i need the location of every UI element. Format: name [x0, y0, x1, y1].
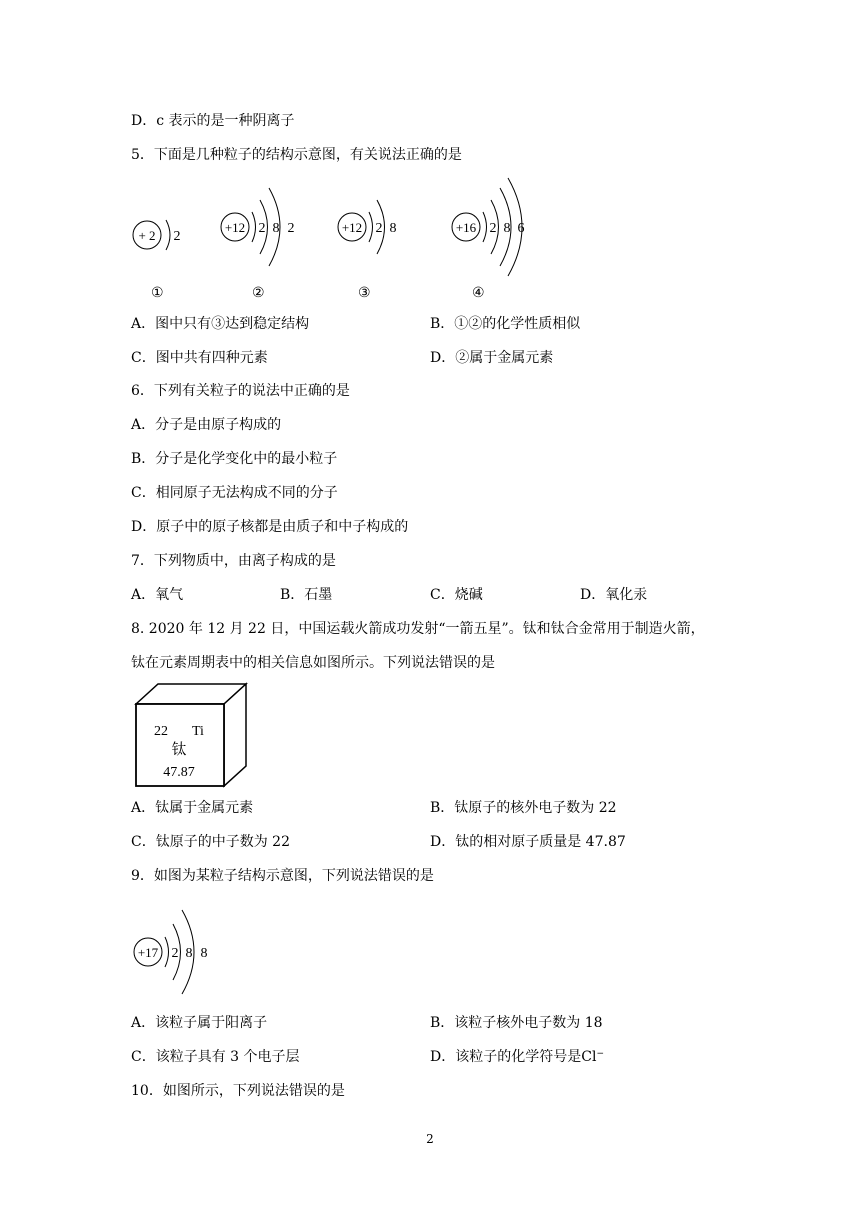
ti-atomic-number: 22 [154, 724, 168, 739]
q5-d3-shell-1: 2 [375, 221, 383, 236]
q8-option-c: C．钛原子的中子数为 22 [131, 834, 290, 850]
q6-stem: 6．下列有关粒子的说法中正确的是 [131, 383, 350, 399]
q5-diagram-4 [448, 176, 548, 280]
q5-d1-shell-1: 2 [173, 229, 181, 244]
q6-option-a: A．分子是由原子构成的 [131, 417, 282, 433]
ti-element-cube [130, 682, 250, 790]
q10-stem: 10．如图所示，下列说法错误的是 [131, 1083, 345, 1099]
q5-d2-shell-1: 2 [258, 221, 266, 236]
q5-diagram-label-2: ② [252, 285, 265, 301]
q7-option-c: C．烧碱 [430, 587, 483, 603]
q5-option-d: D．②属于金属元素 [430, 350, 554, 366]
q5-diagram-label-3: ③ [358, 285, 371, 301]
q5-option-b: B．①②的化学性质相似 [430, 316, 581, 332]
q7-option-b: B．石墨 [280, 587, 333, 603]
q8-stem-line-1: 8. 2020 年 12 月 22 日，中国运载火箭成功发射“一箭五星”。钛和钛合金常用于制造火箭， [131, 621, 705, 637]
q5-d4-shell-2: 8 [503, 221, 511, 236]
q8-stem-line-2: 钛在元素周期表中的相关信息如图所示。下列说法错误的是 [131, 655, 495, 671]
q9-shell-2: 8 [185, 946, 193, 961]
q5-diagram-label-4: ④ [472, 285, 485, 301]
q5-diagram-label-1: ① [151, 285, 164, 301]
q5-diagram-3 [334, 190, 414, 270]
ti-name: 钛 [171, 742, 187, 758]
q8-option-d: D．钛的相对原子质量是 47.87 [430, 834, 626, 850]
q5-diagram-1 [130, 205, 190, 265]
q5-d2-shell-3: 2 [287, 221, 295, 236]
q5-stem: 5．下面是几种粒子的结构示意图，有关说法正确的是 [131, 147, 462, 163]
q7-option-d: D．氧化汞 [580, 587, 648, 603]
q9-option-d [430, 1047, 604, 1067]
chlorine-symbol: Cl [581, 1049, 597, 1065]
ti-symbol: Ti [192, 724, 204, 739]
q5-d2-nucleus: +12 [224, 220, 246, 235]
q5-d2-shell-2: 8 [272, 221, 280, 236]
q6-option-c: C．相同原子无法构成不同的分子 [131, 485, 338, 501]
q5-option-a: A．图中只有③达到稳定结构 [131, 316, 310, 332]
q7-option-a: A．氧气 [131, 587, 184, 603]
q9-nucleus: +17 [137, 945, 159, 960]
q9-diagram [128, 900, 228, 1004]
q5-d1-nucleus: + 2 [138, 228, 156, 243]
q4-option-d: D．c 表示的是一种阴离子 [131, 113, 295, 129]
q5-diagram-2 [217, 180, 307, 280]
q7-stem: 7．下列物质中，由离子构成的是 [131, 553, 336, 569]
q8-option-a: A．钛属于金属元素 [131, 800, 254, 816]
chlorine-charge: − [596, 1049, 604, 1059]
q9-option-b: B．该粒子核外电子数为 18 [430, 1015, 603, 1031]
q9-stem: 9．如图为某粒子结构示意图，下列说法错误的是 [131, 868, 434, 884]
q8-option-b: B．钛原子的核外电子数为 22 [430, 800, 617, 816]
q5-d4-shell-1: 2 [489, 221, 497, 236]
q5-d4-shell-3: 6 [517, 221, 525, 236]
q6-option-b: B．分子是化学变化中的最小粒子 [131, 451, 338, 467]
ti-atomic-mass: 47.87 [163, 765, 195, 780]
q5-option-c: C．图中共有四种元素 [131, 350, 268, 366]
q9-option-d-text: D．该粒子的化学符号是 [430, 1049, 582, 1065]
q9-shell-1: 2 [171, 946, 179, 961]
q9-shell-3: 8 [200, 946, 208, 961]
q5-d4-nucleus: +16 [455, 220, 477, 235]
q6-option-d: D．原子中的原子核都是由质子和中子构成的 [131, 519, 409, 535]
q5-d3-shell-2: 8 [389, 221, 397, 236]
q5-d3-nucleus: +12 [341, 220, 363, 235]
page-number: 2 [426, 1132, 434, 1146]
q9-option-c: C．该粒子具有 3 个电子层 [131, 1049, 300, 1065]
q9-option-a: A．该粒子属于阳离子 [131, 1015, 268, 1031]
